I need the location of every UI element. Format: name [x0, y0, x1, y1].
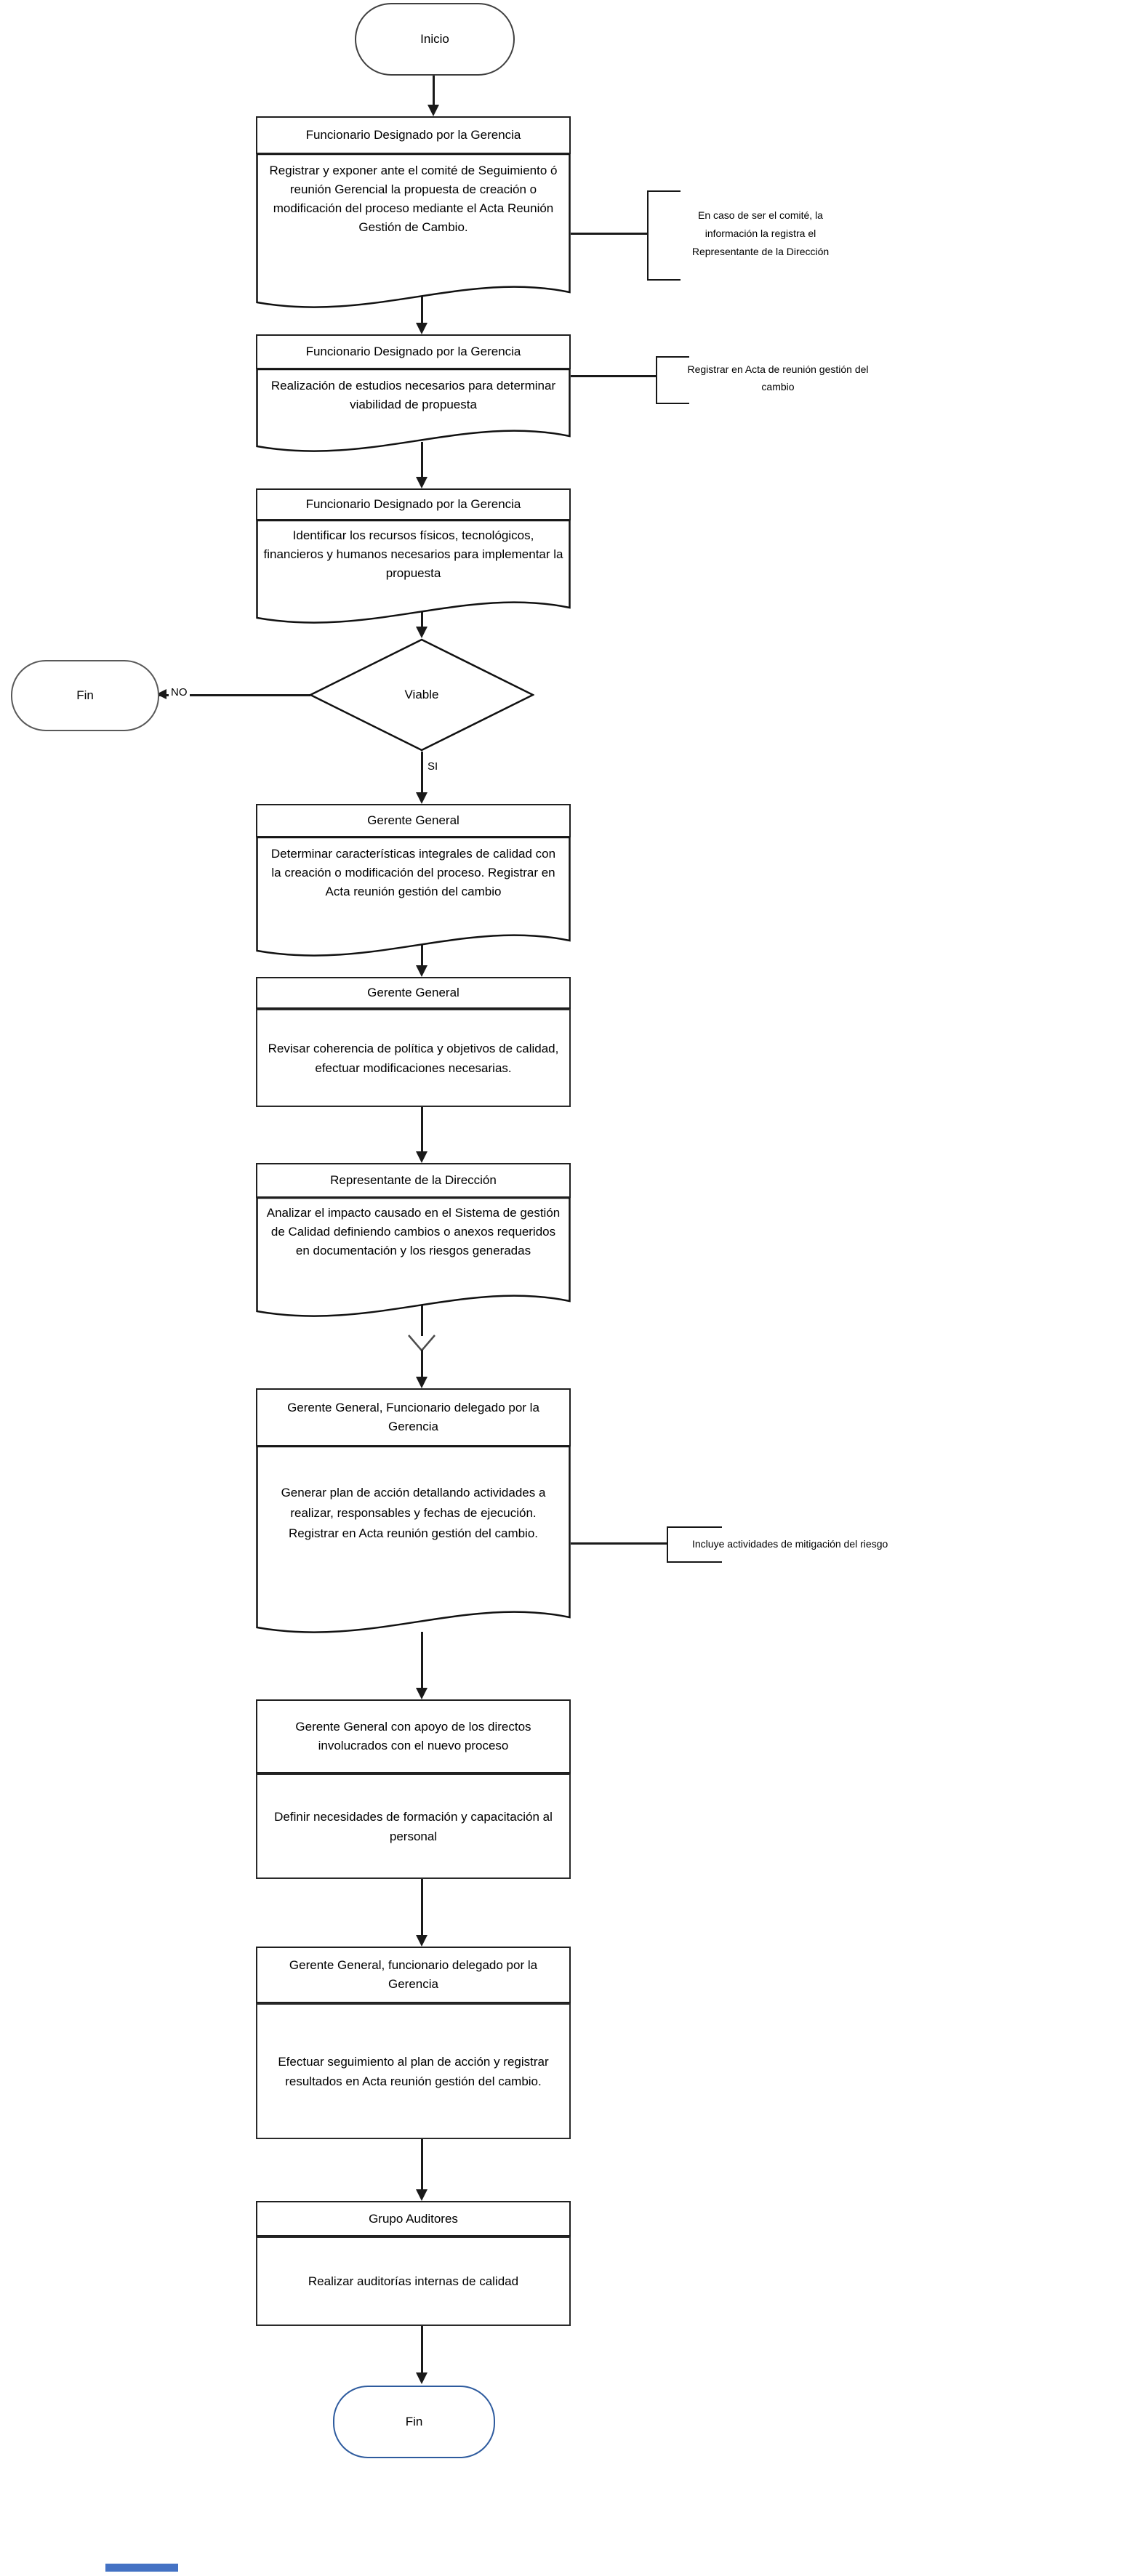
block3-body-label: Identificar los recursos físicos, tecnológicos, financieros y humanos necesarios para implementar la propuesta — [263, 528, 563, 580]
decision-no-label — [169, 686, 190, 699]
block3-header — [256, 488, 571, 520]
block2-body — [267, 377, 560, 414]
block7-body — [267, 1483, 560, 1544]
block8-header — [256, 1699, 571, 1774]
annotation3-text — [692, 1537, 998, 1551]
block4-header-label: Gerente General — [367, 813, 459, 827]
start-terminator — [355, 3, 515, 76]
block6-header — [256, 1163, 571, 1198]
block1-header — [256, 116, 571, 154]
connector-b9-b10 — [421, 2139, 423, 2191]
block1-body-label: Registrar y exponer ante el comité de Seguimiento ó reunión Gerencial la propuesta de creación o modificación del proceso mediante el Acta Reunión Gestión de Cambio. — [269, 164, 558, 234]
annotation3-label: Incluye actividades de mitigación del riesgo — [692, 1538, 888, 1550]
connector-b5-b6 — [421, 1107, 423, 1153]
end-bottom-terminator — [333, 2386, 495, 2458]
end-left-label: Fin — [76, 688, 94, 702]
block10-header-label: Grupo Auditores — [369, 2211, 458, 2226]
connector-b2-note2 — [571, 375, 656, 377]
block4-body — [267, 845, 560, 901]
decision-yes-label — [425, 760, 440, 773]
block10-body — [256, 2237, 571, 2326]
block5-header-label: Gerente General — [367, 986, 459, 999]
decision-label-text: Viable — [404, 688, 439, 701]
arrowhead-b2-b3 — [416, 477, 428, 488]
block2-header — [256, 334, 571, 369]
arrowhead-start-b1 — [428, 105, 439, 116]
block2-header-label: Funcionario Designado por la Gerencia — [305, 345, 521, 358]
block1-header-label: Funcionario Designado por la Gerencia — [305, 128, 521, 142]
block9-header — [256, 1947, 571, 2003]
connector-b8-b9 — [421, 1879, 423, 1941]
block4-body-label: Determinar características integrales de calidad con la creación o modificación del proceso. Registrar en Acta reunión gestión del cambio — [270, 847, 556, 898]
block7-header-label: Gerente General, Funcionario delegado por la Gerencia — [287, 1401, 539, 1433]
block8-body — [256, 1774, 571, 1879]
start-label: Inicio — [420, 32, 449, 46]
block5-body — [256, 1009, 571, 1107]
block5-header — [256, 977, 571, 1009]
connector-b7-note3 — [571, 1542, 667, 1545]
decision-no-text: NO — [171, 686, 188, 699]
annotation1-bracket — [647, 190, 681, 281]
block8-body-label: Definir necesidades de formación y capacitación al personal — [274, 1809, 553, 1843]
arrowhead-fork-b7 — [416, 1377, 428, 1388]
connector-decision-b4 — [421, 752, 423, 794]
block5-body-label: Revisar coherencia de política y objetivos de calidad, efectuar modificaciones necesarias. — [268, 1041, 559, 1075]
block3-body — [263, 526, 563, 583]
block9-header-label: Gerente General, funcionario delegado por la Gerencia — [289, 1958, 538, 1991]
block8-header-label: Gerente General con apoyo de los directos involucrados con el nuevo proceso — [295, 1720, 531, 1752]
bottom-blue-bar — [105, 2564, 178, 2572]
decision-label — [309, 638, 534, 752]
annotation1-label: En caso de ser el comité, la información la registra el Representante de la Dirección — [691, 209, 830, 257]
block10-header — [256, 2201, 571, 2237]
block10-body-label: Realizar auditorías internas de calidad — [308, 2274, 519, 2288]
block7-document-shape — [256, 1446, 571, 1654]
block6-body-label: Analizar el impacto causado en el Sistema de gestión de Calidad definiendo cambios o anexos requeridos en documentación y los riesgos generadas — [266, 1206, 561, 1257]
arrowhead-b7-b8 — [416, 1688, 428, 1699]
connector-b1-note1 — [571, 233, 647, 235]
annotation2-text — [676, 361, 880, 395]
annotation1-text — [683, 206, 838, 261]
arrowhead-decision-b4 — [416, 792, 428, 804]
block2-body-label: Realización de estudios necesarios para determinar viabilidad de propuesta — [270, 379, 556, 411]
annotation2-label: Registrar en Acta de reunión gestión del cambio — [687, 363, 869, 393]
arrowhead-b9-b10 — [416, 2189, 428, 2201]
end-left-terminator — [11, 660, 159, 731]
connector-start-b1 — [433, 73, 435, 106]
end-bottom-label: Fin — [405, 2415, 423, 2428]
block7-body-label: Generar plan de acción detallando actividades a realizar, responsables y fechas de ejecución. Registrar en Acta reunión gestión del cambio. — [281, 1486, 546, 1540]
decision-yes-text: SI — [428, 760, 438, 773]
block7-header — [256, 1388, 571, 1446]
block9-body-label: Efectuar seguimiento al plan de acción y registrar resultados en Acta reunión gestión del cambio. — [278, 2054, 549, 2088]
arrowhead-b10-end — [416, 2372, 428, 2384]
connector-fork-b7 — [421, 1350, 423, 1378]
arrowhead-b8-b9 — [416, 1935, 428, 1947]
block4-header — [256, 804, 571, 837]
block1-body — [267, 161, 560, 237]
block6-header-label: Representante de la Dirección — [330, 1173, 497, 1187]
block6-body — [263, 1204, 563, 1260]
connector-b10-end — [421, 2326, 423, 2374]
block9-body — [256, 2003, 571, 2139]
block3-header-label: Funcionario Designado por la Gerencia — [305, 497, 521, 511]
arrowhead-b5-b6 — [416, 1151, 428, 1163]
